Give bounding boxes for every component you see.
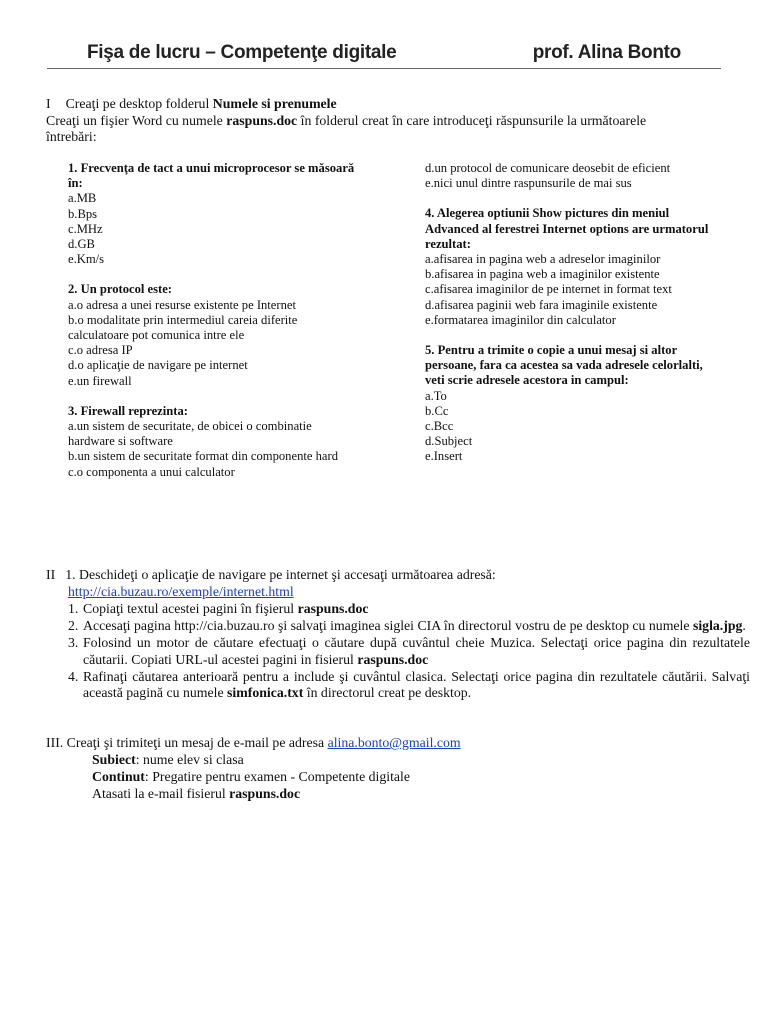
- answer-option: b.un sistem de securitate format din componente hard: [68, 449, 338, 464]
- question-title: 3. Firewall reprezinta:: [68, 403, 188, 418]
- task-text: .: [742, 618, 746, 634]
- section1-text: în folderul creat în care introduceţi răspunsurile la următoarele: [297, 113, 647, 128]
- section2-intro-line: [46, 567, 496, 583]
- answer-option: a.afisarea in pagina web a adreselor imaginilor: [425, 252, 661, 267]
- document-title: Fişa de lucru – Competenţe digitale: [87, 42, 397, 63]
- question-title: 1. Frecvenţa de tact a unui microprocesor se măsoară în:: [68, 161, 355, 191]
- answer-option: d.GB: [68, 237, 95, 252]
- subject-value: : nume elev si clasa: [135, 752, 244, 767]
- answer-option: c.MHz: [68, 221, 103, 236]
- task-file-name: raspuns.doc: [357, 651, 429, 667]
- email-subject-line: [92, 752, 244, 768]
- answer-option: a.o adresa a unei resurse existente pe Internet: [68, 297, 296, 312]
- answer-option: e.nici unul dintre raspunsurile de mai sus: [425, 176, 632, 191]
- task-item: [46, 601, 750, 618]
- task-text: Folosind un motor de căutare efectuaţi o căutare după cuvântul cheie Muzica. Selectaţi orice pagina din rezultatele căutarii. Copiati URL-ul acestei pagini in fisierul: [83, 635, 750, 667]
- section1-text: Creaţi un fişier Word cu numele: [46, 113, 227, 128]
- section2-intro: 1. Deschideţi o aplicaţie de navigare pe internet şi accesaţi următoarea adresă:: [65, 567, 496, 582]
- task-text: Rafinaţi căutarea anterioară pentru a include şi cuvântul clasica. Selectaţi orice pagina din rezultatele căutării. Salvaţi această pagină cu numele: [83, 668, 750, 701]
- folder-name: Numele si prenumele: [212, 96, 337, 111]
- task-number: 1.: [68, 601, 79, 616]
- question-title: 4. Alegerea optiunii Show pictures din meniul Advanced al ferestrei Internet options are urmatorul rezultat:: [425, 206, 709, 251]
- question-spacer: [425, 328, 725, 343]
- task-text: Copiaţi textul acestei pagini în fişierul: [83, 601, 298, 616]
- question-spacer: [68, 267, 358, 282]
- section3-intro-line: [46, 735, 461, 751]
- answer-option: e.Km/s: [68, 252, 105, 267]
- section3-intro: III. Creaţi şi trimiteţi un mesaj de e-mail pe adresa: [46, 735, 328, 750]
- task-item: [46, 635, 750, 668]
- section1-roman: I: [46, 96, 51, 111]
- author-name: prof. Alina Bonto: [532, 42, 681, 63]
- content-label: Continut: [92, 769, 145, 784]
- questions-left-column: [68, 161, 358, 480]
- task-number: 4.: [68, 668, 79, 684]
- questions-right-column: [425, 161, 725, 465]
- section1-text: Creaţi pe desktop folderul: [65, 96, 213, 111]
- answer-option: c.o adresa IP: [68, 343, 133, 358]
- answer-option: b.Cc: [425, 403, 449, 418]
- question-title: 5. Pentru a trimite o copie a unui mesaj si altor persoane, fara ca acestea sa vada adresele celorlalti, veti scrie adresele acestora in campul:: [425, 343, 703, 388]
- exercise-url-link[interactable]: http://cia.buzau.ro/exemple/internet.html: [68, 584, 294, 599]
- page-header: [47, 42, 721, 69]
- section2-task-list: [46, 601, 750, 703]
- question-title: 2. Un protocol este:: [68, 282, 172, 297]
- file-name: raspuns.doc: [226, 113, 298, 128]
- attach-text: Atasati la e-mail fisierul: [92, 786, 230, 801]
- answer-option: b.afisarea in pagina web a imaginilor existente: [425, 267, 660, 282]
- task-number: 2.: [68, 618, 79, 634]
- task-text: în directorul creat pe desktop.: [303, 685, 472, 701]
- answer-option: d.afisarea paginii web fara imaginile existente: [425, 297, 658, 312]
- section1-line3: întrebări:: [46, 129, 97, 144]
- answer-option: a.un sistem de securitate, de obicei o combinatie hardware si software: [68, 419, 312, 449]
- answer-option: d.o aplicaţie de navigare pe internet: [68, 358, 248, 373]
- answer-option: e.formatarea imaginilor din calculator: [425, 312, 616, 327]
- answer-option: d.un protocol de comunicare deosebit de eficient: [425, 161, 671, 175]
- answer-option: c.afisarea imaginilor de pe internet in format text: [425, 282, 672, 297]
- answer-option: e.un firewall: [68, 373, 132, 388]
- answer-option: b.o modalitate prin intermediul careia diferite calculatoare pot comunica intre ele: [68, 312, 298, 343]
- question-spacer: [425, 191, 725, 206]
- task-file-name: sigla.jpg: [692, 618, 743, 634]
- answer-option: a.MB: [68, 191, 97, 206]
- task-file-name: raspuns.doc: [297, 601, 369, 616]
- task-item: [46, 618, 750, 635]
- task-text: Accesaţi pagina http://cia.buzau.ro şi salvaţi imaginea siglei CIA în directorul vostru de pe desktop cu numele: [83, 618, 693, 634]
- email-link[interactable]: alina.bonto@gmail.com: [327, 735, 461, 750]
- answer-option: d.Subject: [425, 434, 473, 449]
- question-spacer: [68, 389, 358, 404]
- section2-url-line: [68, 584, 294, 600]
- email-attach-line: [92, 786, 300, 802]
- attach-file-name: raspuns.doc: [229, 786, 301, 801]
- answer-option: c.o componenta a unui calculator: [68, 464, 235, 479]
- section1-line2: [46, 113, 646, 129]
- section2-roman: II: [46, 567, 56, 582]
- task-number: 3.: [68, 635, 79, 651]
- task-file-name: simfonica.txt: [227, 685, 304, 701]
- task-item: [46, 669, 750, 702]
- content-value: : Pregatire pentru examen - Competente digitale: [144, 769, 411, 784]
- answer-option: e.Insert: [425, 449, 463, 464]
- answer-option: a.To: [425, 388, 447, 403]
- answer-option: b.Bps: [68, 206, 98, 221]
- answer-option: c.Bcc: [425, 419, 454, 434]
- section1-line1: [46, 96, 337, 112]
- subject-label: Subiect: [92, 752, 136, 767]
- email-content-line: [92, 769, 410, 785]
